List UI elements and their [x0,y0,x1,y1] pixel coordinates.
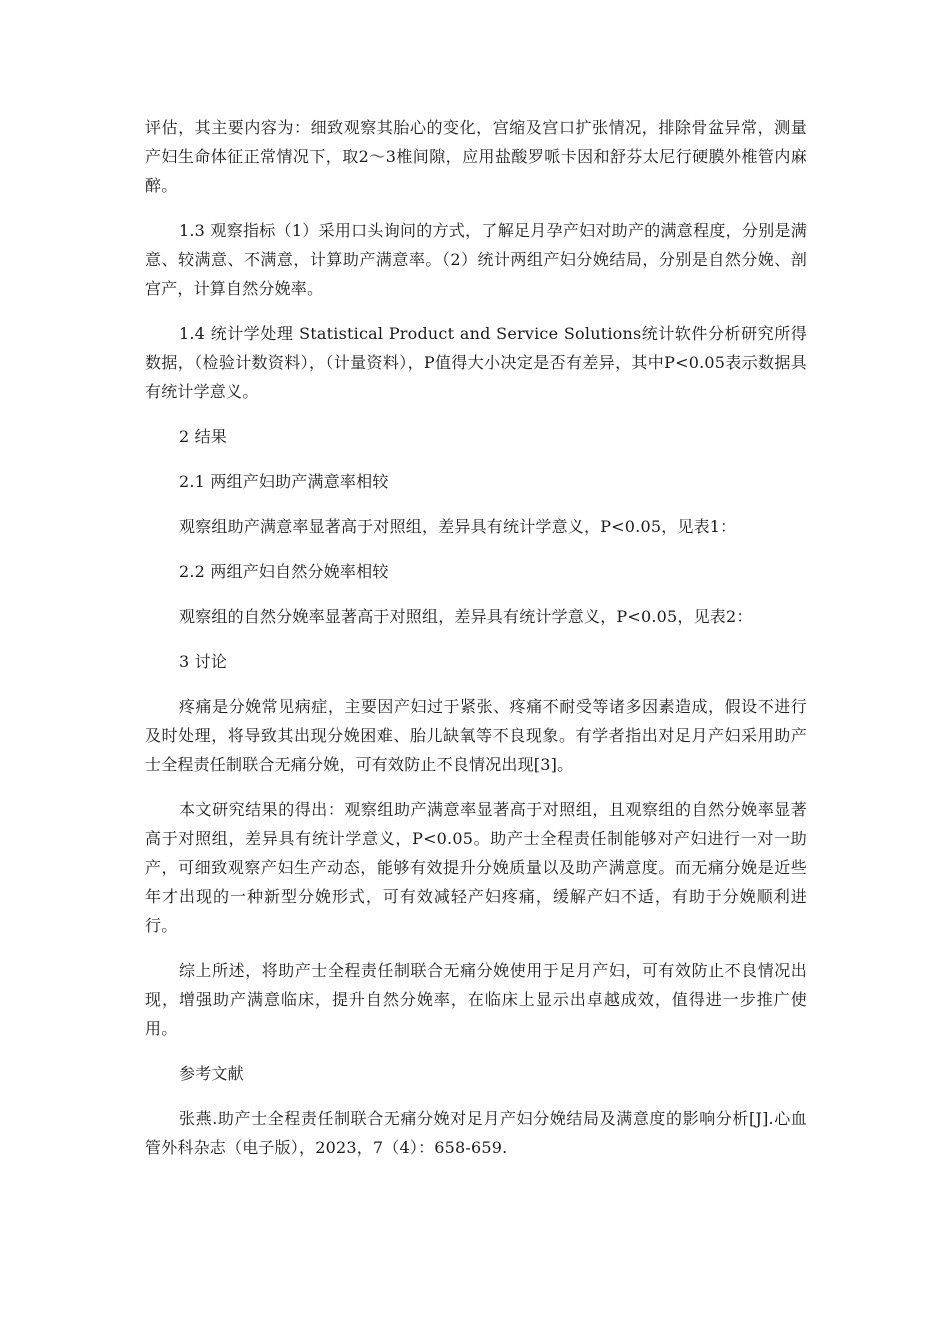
paragraph-discussion-results: 本文研究结果的得出：观察组助产满意率显著高于对照组，且观察组的自然分娩率显著高于对照组，差异具有统计学意义，P<0.05。助产士全程责任制能够对产妇进行一对一助产，可细致观察产妇生产动态，能够有效提升分娩质量以及助产满意度。而无痛分娩是近些年才出现的一种新型分娩形式，可有效减轻产妇疼痛，缓解产妇不适，有助于分娩顺利进行。 [145,800,807,935]
paragraph-discussion-pain: 疼痛是分娩常见病症，主要因产妇过于紧张、疼痛不耐受等诸多因素造成，假设不进行及时处理，将导致其出现分娩困难、胎儿缺氧等不良现象。有学者指出对足月产妇采用助产士全程责任制联合无痛分娩，可有效防止不良情况出现[3]。 [145,697,807,774]
paragraph-satisfaction-result: 观察组助产满意率显著高于对照组，差异具有统计学意义，P<0.05，见表1： [179,517,737,536]
paragraph-observation-indicators: 1.3 观察指标（1）采用口头询问的方式，了解足月孕产妇对助产的满意程度，分别是满意、较满意、不满意，计算助产满意率。（2）统计两组产妇分娩结局，分别是自然分娩、剖宫产，计算自然分娩率。 [145,221,807,298]
heading-satisfaction-comparison: 2.1 两组产妇助产满意率相较 [179,472,389,491]
paragraph-statistics: 1.4 统计学处理 Statistical Product and Service Solutions统计软件分析研究所得数据，（检验计数资料），（计量资料），P值得大小决定是否有差异，其中P<0.05表示数据具有统计学意义。 [145,324,807,401]
heading-discussion: 3 讨论 [179,652,228,671]
document-page [145,113,807,1178]
heading-results: 2 结果 [179,427,228,446]
paragraph-conclusion: 综上所述，将助产士全程责任制联合无痛分娩使用于足月产妇，可有效防止不良情况出现，增强助产满意临床，提升自然分娩率，在临床上显示出卓越成效，值得进一步推广使用。 [145,961,807,1038]
paragraph-natural-delivery-result: 观察组的自然分娩率显著高于对照组，差异具有统计学意义，P<0.05，见表2： [179,607,753,626]
heading-natural-delivery-comparison: 2.2 两组产妇自然分娩率相较 [179,562,389,581]
heading-references: 参考文献 [179,1064,244,1083]
paragraph-methods-continued: 评估，其主要内容为：细致观察其胎心的变化，宫缩及宫口扩张情况，排除骨盆异常，测量产妇生命体征正常情况下，取2～3椎间隙，应用盐酸罗哌卡因和舒芬太尼行硬膜外椎管内麻醉。 [145,118,807,195]
reference-item: 张燕.助产士全程责任制联合无痛分娩对足月产妇分娩结局及满意度的影响分析[J].心血管外科杂志（电子版），2023，7（4）：658-659. [145,1109,807,1157]
